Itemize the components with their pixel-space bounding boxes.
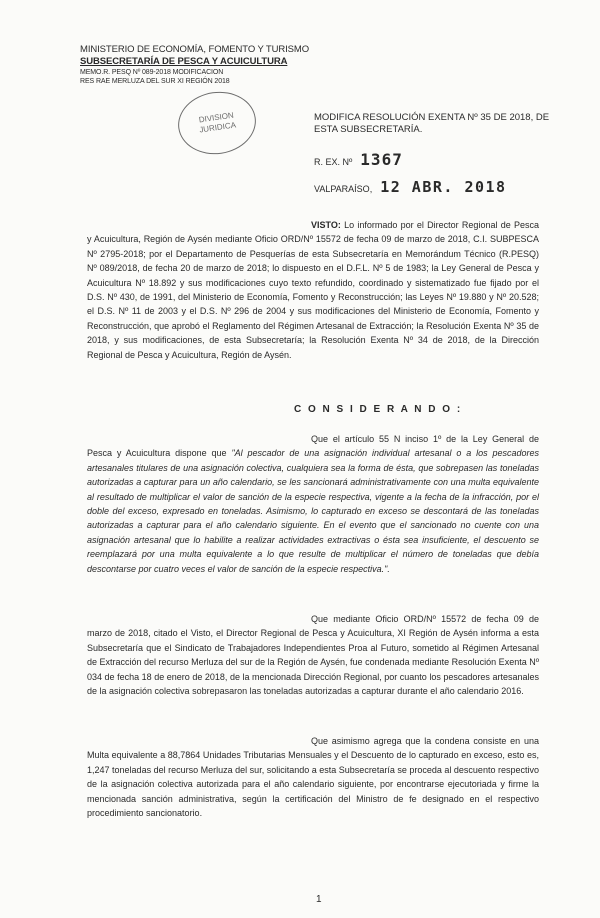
stamp-line-2: JURIDICA (198, 120, 237, 135)
subsecretaria-name: SUBSECRETARÍA DE PESCA Y ACUICULTURA (80, 56, 288, 67)
date-stamp: 12 ABR. 2018 (380, 178, 507, 196)
considerando-paragraph-3 (87, 734, 539, 820)
place-and-date (314, 178, 507, 196)
document-title: MODIFICA RESOLUCIÓN EXENTA Nº 35 DE 2018, DE ESTA SUBSECRETARÍA. (314, 112, 550, 135)
division-juridica-stamp (174, 87, 260, 159)
resolution-number-value: 1367 (360, 150, 403, 169)
oficio-paragraph: Que mediante Oficio ORD/Nº 15572 de fecha 09 de marzo de 2018, citado el Visto, el Director Regional de Pesca y Acuicultura, XI Región de Aysén informa a esta Subsecretaría que el Sindicato de Trabajadores Independientes Proa al Futuro, sometido al Régimen Artesanal de Extracción del recurso Merluza del sur de la Región de Aysén, fue condenada mediante Resolución Exenta Nº 034 de fecha 18 de enero de 2018, de la mencionada Dirección Regional, por cuanto los pescadores artesanales de la asignación colectiva sobrepasaron las toneladas autorizadas a capturar durante el año calendario 2016. (87, 614, 539, 697)
condena-paragraph: Que asimismo agrega que la condena consiste en una Multa equivalente a 88,7864 Unidades Tributarias Mensuales y el Descuento de lo capturado en exceso, esto es, 1,247 toneladas del recurso Merluza del sur, solicitando a esta Subsecretaría se proceda al descuento respectivo de la asignación colectiva autorizada para el año calendario siguiente, por encontrarse ejecutoriada y firme la mencionada sanción administrativa, según la certificación del Ministro de fe designado en el respectivo procedimiento sancionatorio. (87, 736, 539, 819)
page-number: 1 (316, 894, 322, 905)
memo-reference-1: MEMO.R. PESQ Nº 089-2018 MODIFICACION (80, 69, 224, 76)
visto-text: Lo informado por el Director Regional de Pesca y Acuicultura, Región de Aysén mediante Oficio ORD/Nº 15572 de fecha 09 de marzo de 2018, C.I. SUBPESCA Nº 2795-2018; por el Departamento de Pesquerías de esta Subsecretaría en Memorándum Técnico (R.PESQ) Nº 089/2018, de fecha 20 de marzo de 2018; lo dispuesto en el D.F.L. Nº 5 de 1983; la Ley General de Pesca y Acuicultura Nº 18.892 y sus modificaciones cuyo texto refundido, coordinado y sistematizado fue fijado por el D.S. Nº 430, de 1991, del Ministerio de Economía, Fomento y Reconstrucción; las Leyes Nº 19.880 y Nº 20.528; el D.S. Nº 11 de 2003 y el D.S. Nº 296 de 2004 y sus modificaciones del Ministerio de Economía, Fomento y Reconstrucción, que aprobó el Reglamento del Régimen Artesanal de Extracción; la Resolución Exenta Nº 35 de 2018, y sus modificaciones, de esta Subsecretaría; la Resolución Exenta Nº 34 de 2018, de la Dirección Regional de Pesca y Acuicultura, Región de Aysén. (87, 220, 539, 360)
stamp-line-1: DIVISION (198, 110, 235, 125)
visto-label: VISTO: (311, 220, 341, 230)
article-intro: Que el artículo 55 N inciso 1º de la Ley General de Pesca y Acuicultura dispone que (87, 434, 539, 459)
considerando-paragraph-2 (87, 612, 539, 698)
article-quote: "Al pescador de una asignación individual artesanal o a los pescadores artesanales titulares de una asignación colectiva, cualquiera sea la forma de ésta, que sobrepasen las toneladas autorizadas a capturar para un año calendario, se les sancionará administrativamente con una multa equivalente al resultado de multiplicar el valor de sanción de la especie respectiva, vigente a la fecha de la infracción, por el doble del exceso, expresado en toneladas. Asimismo, lo capturado en exceso se descontará de las toneladas autorizadas a capturar para el año calendario siguiente. En el evento que el sancionado no cuente con una asignación artesanal que lo habilite a realizar actividades extractivas o ésta sea insuficiente, el descuento se reemplazará por una multa equivalente a lo que resulte de multiplicar el número de toneladas que debía descontarse por cuatro veces el valor de sanción de la especie respectiva.". (87, 448, 539, 574)
resolution-number (314, 150, 403, 169)
memo-reference-2: RES RAE MERLUZA DEL SUR XI REGIÓN 2018 (80, 78, 230, 85)
visto-section (87, 218, 539, 362)
resolution-label: R. EX. Nº (314, 157, 353, 167)
considerando-heading: C O N S I D E R A N D O : (294, 404, 463, 415)
ministry-name: MINISTERIO DE ECONOMÍA, FOMENTO Y TURISMO (80, 44, 310, 55)
letterhead (80, 44, 310, 86)
place-label: VALPARAÍSO, (314, 184, 373, 194)
considerando-paragraph-1 (87, 432, 539, 576)
